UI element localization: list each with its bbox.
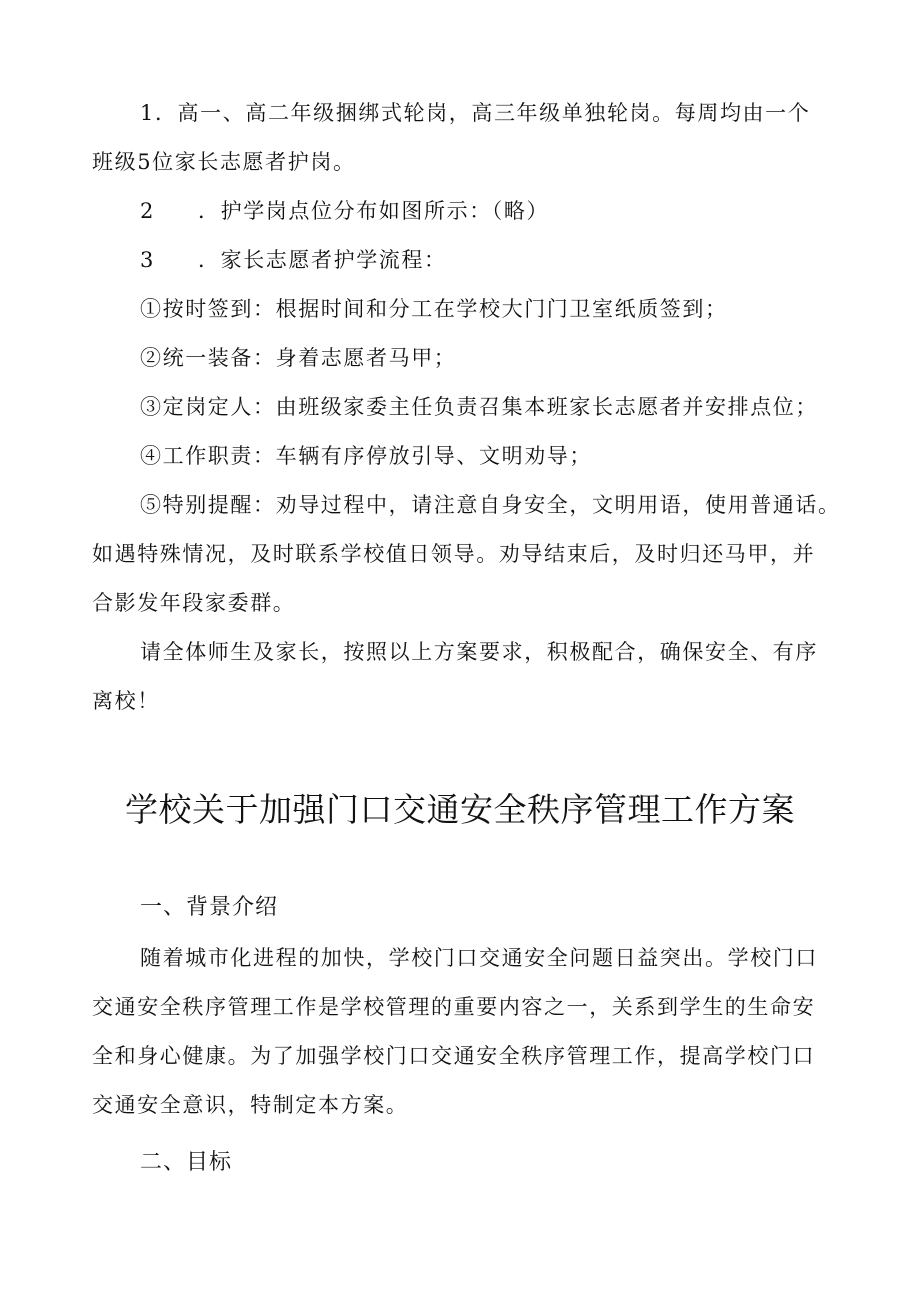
section-heading-background: 一、背景介绍	[140, 895, 279, 920]
background-line4: 交通安全意识，特制定本方案。	[92, 1093, 409, 1117]
item2-text: ．护学岗点位分布如图所示：（略）	[198, 199, 550, 223]
step3: ③定岗定人：由班级家委主任负责召集本班家长志愿者并安排点位；	[140, 395, 818, 419]
step2: ②统一装备：身着志愿者马甲；	[140, 346, 457, 370]
document-title: 学校关于加强门口交通安全秩序管理工作方案	[125, 790, 795, 829]
item3-number: 3	[140, 248, 155, 272]
item2-number: 2	[140, 199, 155, 223]
step5-line2: 如遇特殊情况，及时联系学校值日领导。劝导结束后，及时归还马甲，并	[92, 542, 816, 566]
closing-line2: 离校！	[92, 689, 160, 713]
background-line1: 随着城市化进程的加快，学校门口交通安全问题日益突出。学校门口	[140, 946, 818, 970]
background-line2: 交通安全秩序管理工作是学校管理的重要内容之一，关系到学生的生命安	[92, 995, 816, 1019]
item3	[140, 246, 447, 274]
closing-line1: 请全体师生及家长，按照以上方案要求，积极配合，确保安全、有序	[140, 640, 818, 664]
item1-line2: 班级5位家长志愿者护岗。	[92, 150, 356, 174]
step5-line3: 合影发年段家委群。	[92, 591, 296, 615]
item3-text: ．家长志愿者护学流程：	[198, 248, 447, 272]
step5-line1: ⑤特别提醒：劝导过程中，请注意自身安全，文明用语，使用普通话。	[140, 493, 841, 517]
item1-line1: 1．高一、高二年级捆绑式轮岗，高三年级单独轮岗。每周均由一个	[140, 101, 811, 125]
item2	[140, 197, 549, 225]
section-heading-goal: 二、目标	[140, 1150, 233, 1175]
background-line3: 全和身心健康。为了加强学校门口交通安全秩序管理工作，提高学校门口	[92, 1044, 816, 1068]
step1: ①按时签到：根据时间和分工在学校大门门卫室纸质签到；	[140, 297, 728, 321]
step4: ④工作职责：车辆有序停放引导、文明劝导；	[140, 444, 592, 468]
